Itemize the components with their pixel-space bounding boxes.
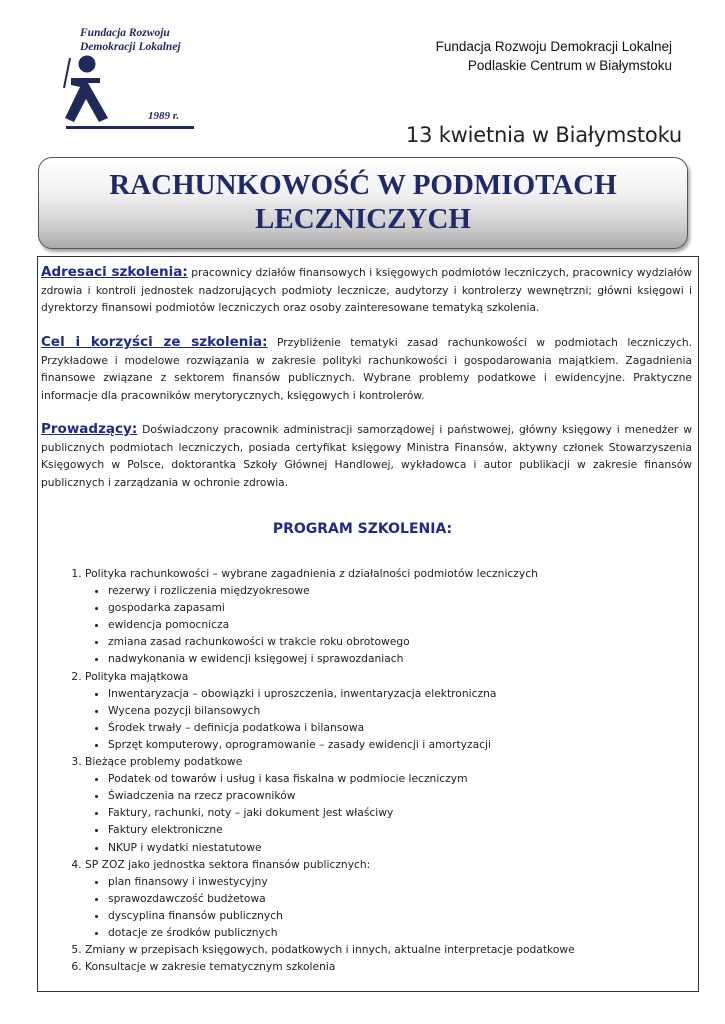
program-subitem: • gospodarka zapasami <box>108 599 680 616</box>
program-subitem: • sprawozdawczość budżetowa <box>108 890 680 907</box>
program-item <box>85 753 680 856</box>
program-item-label: Konsultacje w zakresie tematycznym szkolenia <box>85 960 336 974</box>
program-item <box>85 565 680 668</box>
title-line2: LECZNICZYCH <box>255 203 471 235</box>
program-item <box>85 668 680 753</box>
program-item-label: Polityka rachunkowości – wybrane zagadnienia z działalności podmiotów leczniczych <box>85 567 538 580</box>
logo-year: 1989 r. <box>148 110 180 122</box>
program-subitem: • Faktury, rachunki, noty – jaki dokument jest właściwy <box>108 804 680 821</box>
program-subitem: • rezerwy i rozliczenia międzyokresowe <box>108 582 680 599</box>
section-text-prowadzacy: Doświadczony pracownik administracji samorządowej i państwowej, główny księgowy i menedżer w publicznych podmiotach leczniczych, posiada certyfikat księgowy Ministra Finansów, aktywny członek Stowarzyszenia Księgowych w Polsce, doktorantka Szkoły Głównej Handlowej, wykładowca i autor publikacji w zakresie finansów publicznych i zarządzania w ochronie zdrowia. <box>41 423 692 489</box>
program-subitem: • NKUP i wydatki niestatutowe <box>108 839 680 856</box>
section-label-prowadzacy: Prowadzący: <box>41 421 138 437</box>
section-prowadzacy <box>41 421 692 491</box>
program-item <box>85 856 680 941</box>
program-subitem: • Świadczenia na rzecz pracowników <box>108 787 680 804</box>
program-item-label: Zmiany w przepisach księgowych, podatkowych i innych, aktualne interpretacje podatkowe <box>85 943 575 957</box>
program-subitem: • Sprzęt komputerowy, oprogramowanie – zasady ewidencji i amortyzacji <box>108 736 680 753</box>
section-cel <box>41 334 692 404</box>
program-item <box>85 941 680 958</box>
organization-name <box>436 37 672 75</box>
program-subitem: • plan finansowy i inwestycyjny <box>108 873 680 890</box>
org-line1: Fundacja Rozwoju Demokracji Lokalnej <box>435 39 672 54</box>
logo-figure-icon <box>60 54 150 126</box>
foundation-logo <box>60 26 200 136</box>
title-line1: RACHUNKOWOŚĆ W PODMIOTACH <box>109 169 617 201</box>
program-subitem: • dyscyplina finansów publicznych <box>108 907 680 924</box>
logo-name <box>80 26 210 54</box>
logo-name-line2: Demokracji Lokalnej <box>80 41 181 53</box>
program-subitem: • Inwentaryzacja – obowiązki i uproszczenia, inwentaryzacja elektroniczna <box>108 685 680 702</box>
program-list <box>60 565 680 975</box>
section-adresaci <box>41 264 692 317</box>
program-item-label: Bieżące problemy podatkowe <box>85 755 243 769</box>
program-subitem: • nadwykonania w ewidencji księgowej i sprawozdaniach <box>108 650 680 667</box>
logo-rule <box>66 126 194 129</box>
program-item-label: SP ZOZ jako jednostka sektora finansów publicznych: <box>85 857 371 871</box>
program-subitem: • Podatek od towarów i usług i kasa fiskalna w podmiocie leczniczym <box>108 770 680 787</box>
section-label-adresaci: Adresaci szkolenia: <box>41 264 188 280</box>
program-item <box>85 958 680 975</box>
program-subitem: • zmiana zasad rachunkowości w trakcie roku obrotowego <box>108 633 680 650</box>
program-subitem: • Środek trwały – definicja podatkowa i bilansowa <box>108 719 680 736</box>
program-subitem: • ewidencja pomocnicza <box>108 616 680 633</box>
section-text-cel: Przybliżenie tematyki zasad rachunkowości w podmiotach leczniczych. Przykładowe i modelowe rozwiązania w zakresie polityki rachunkowości i gospodarowania majątkiem. Zagadnienia finansowe związane z sektorem finansów publicznych. Wybrane problemy podatkowe i ewidencyjne. Praktyczne informacje dla pracowników merytorycznych, księgowych i kontrolerów. <box>41 336 693 402</box>
org-line2: Podlaskie Centrum w Białymstoku <box>467 58 672 73</box>
logo-name-line1: Fundacja Rozwoju <box>80 27 170 39</box>
program-title: PROGRAM SZKOLENIA: <box>272 521 453 537</box>
program-subitem: • Wycena pozycji bilansowych <box>108 702 680 719</box>
event-date: 13 kwietnia w Białymstoku <box>405 123 682 147</box>
page-title <box>39 168 687 236</box>
program-item-label: Polityka majątkowa <box>85 669 189 683</box>
section-label-cel: Cel i korzyści ze szkolenia: <box>41 334 268 350</box>
title-banner <box>38 157 688 249</box>
program-subitem: • Faktury elektroniczne <box>108 821 680 838</box>
program-subitem: • dotacje ze środków publicznych <box>108 924 680 941</box>
section-text-adresaci: pracownicy działów finansowych i księgowych podmiotów leczniczych, pracownicy wydziałów zdrowia i kontroli jednostek nadzorujących podmioty lecznicze, audytorzy i kontrolerzy wewnętrzni; główni księgowi i dyrektorzy finansowi podmiotów leczniczych oraz osoby zainteresowane tematyką szkolenia. <box>41 266 693 315</box>
